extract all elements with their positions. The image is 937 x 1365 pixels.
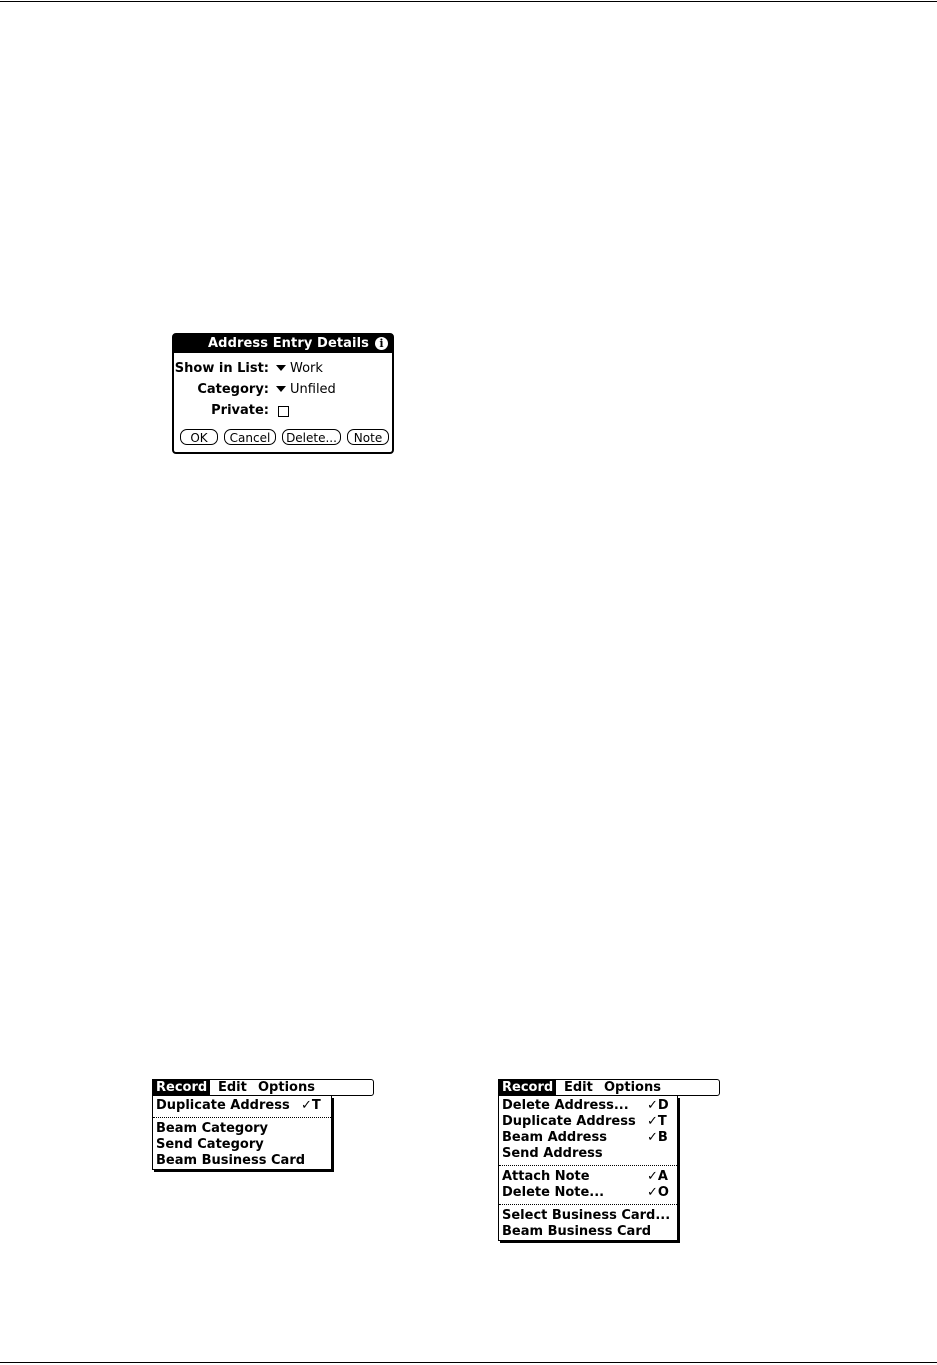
bottom-rule [0, 1362, 937, 1363]
category-label: Category: [197, 382, 269, 397]
private-row [174, 403, 394, 419]
menu-separator [499, 1165, 677, 1166]
menu-item-duplicate-address[interactable]: Duplicate Address [156, 1098, 290, 1113]
show-in-list-value: Work [290, 361, 323, 376]
menu-item-attach-note[interactable]: Attach Note [502, 1169, 590, 1184]
menu-item-send-address[interactable]: Send Address [502, 1146, 603, 1161]
menu-item-duplicate-address[interactable]: Duplicate Address [502, 1114, 636, 1129]
menu-edit[interactable]: Edit [564, 1080, 593, 1095]
delete-button[interactable]: Delete... [282, 429, 341, 445]
show-in-list-trigger[interactable] [276, 361, 323, 376]
dropdown-arrow-icon [276, 386, 286, 392]
dialog-title-bar [174, 335, 392, 353]
menu-separator [153, 1117, 331, 1118]
record-menu-left [152, 1096, 332, 1170]
menu-record[interactable]: Record [499, 1080, 556, 1095]
show-in-list-label: Show in List: [174, 361, 269, 376]
shortcut-label: ✓B [647, 1130, 668, 1145]
note-button[interactable]: Note [347, 429, 389, 445]
menu-options[interactable]: Options [604, 1080, 661, 1095]
menu-item-send-category[interactable]: Send Category [156, 1137, 264, 1152]
address-entry-details-dialog [172, 333, 394, 454]
top-rule [0, 1, 937, 2]
menu-bar-left [152, 1079, 374, 1096]
record-menu-right [498, 1096, 678, 1241]
menu-separator [499, 1204, 677, 1205]
dropdown-arrow-icon [276, 365, 286, 371]
menu-item-beam-category[interactable]: Beam Category [156, 1121, 269, 1136]
menu-item-delete-note[interactable]: Delete Note... [502, 1185, 605, 1200]
menu-item-beam-business-card[interactable]: Beam Business Card [156, 1153, 306, 1168]
shortcut-label: ✓A [647, 1169, 668, 1184]
info-icon[interactable]: i [375, 337, 388, 350]
cancel-button[interactable]: Cancel [224, 429, 276, 445]
shortcut-label: ✓D [647, 1098, 669, 1113]
ok-button[interactable]: OK [180, 429, 218, 445]
menu-options[interactable]: Options [258, 1080, 315, 1095]
menu-item-beam-business-card[interactable]: Beam Business Card [502, 1224, 652, 1239]
dialog-title: Address Entry Details [208, 336, 370, 351]
private-checkbox[interactable] [278, 406, 289, 417]
category-trigger[interactable] [276, 382, 336, 397]
menu-item-beam-address[interactable]: Beam Address [502, 1130, 607, 1145]
menu-item-delete-address[interactable]: Delete Address... [502, 1098, 629, 1113]
menu-edit[interactable]: Edit [218, 1080, 247, 1095]
menu-item-select-business-card[interactable]: Select Business Card... [502, 1208, 671, 1223]
menu-bar-right [498, 1079, 720, 1096]
show-in-list-row [174, 361, 394, 377]
category-value: Unfiled [290, 382, 336, 397]
menu-record[interactable]: Record [153, 1080, 210, 1095]
category-row [174, 382, 394, 398]
shortcut-label: ✓T [301, 1098, 321, 1113]
private-label: Private: [211, 403, 269, 418]
shortcut-label: ✓O [647, 1185, 669, 1200]
shortcut-label: ✓T [647, 1114, 667, 1129]
